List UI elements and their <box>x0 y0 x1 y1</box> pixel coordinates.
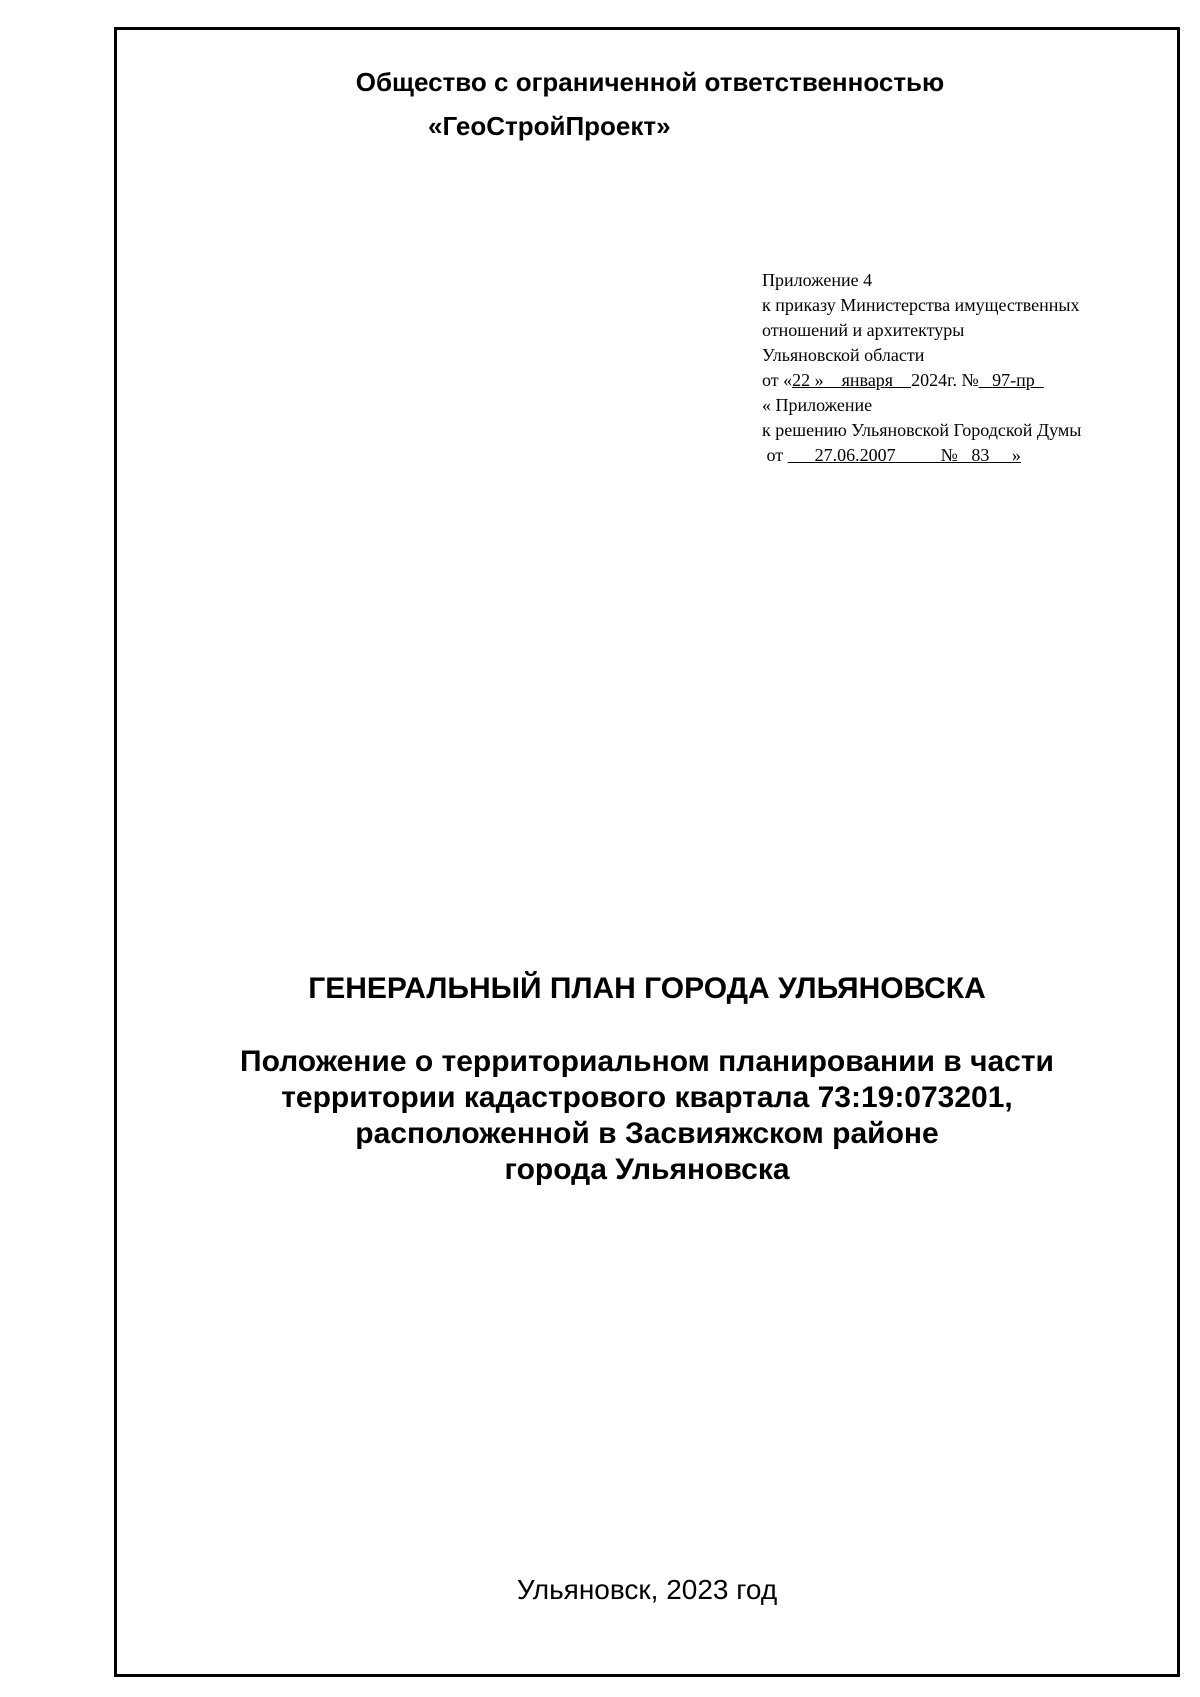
decision-date: 27.06.2007 <box>814 445 896 465</box>
decision-gap <box>788 445 815 465</box>
organization-name: «ГеоСтройПроект» <box>428 111 671 141</box>
order-gap <box>979 370 993 390</box>
order-day: 22 » <box>792 370 824 390</box>
decision-number-sign: № <box>940 445 958 465</box>
subtitle-line: Положение о территориальном планировании в части <box>240 1045 1054 1078</box>
subtitle-line: города Ульяновска <box>504 1153 790 1186</box>
order-gap <box>824 370 842 390</box>
subtitle-line: территории кадастрового квартала 73:19:073201, <box>281 1081 1013 1114</box>
order-year: 2024г. № <box>911 370 979 390</box>
subtitle-line: расположенной в Засвияжском районе <box>355 1117 939 1150</box>
document-title: ГЕНЕРАЛЬНЫЙ ПЛАН ГОРОДА УЛЬЯНОВСКА <box>308 972 986 1005</box>
decision-gap <box>989 445 1012 465</box>
document-subtitle <box>114 1044 1180 1188</box>
order-number: 97-пр <box>992 370 1035 390</box>
decision-from-label: от <box>762 445 788 465</box>
order-gap <box>893 370 911 390</box>
order-month: января <box>841 370 894 390</box>
decision-gap <box>896 445 941 465</box>
appendix-region: Ульяновской области <box>762 345 925 365</box>
decision-close-quote: » <box>1011 445 1021 465</box>
organization-type: Общество с ограниченной ответственностью <box>355 67 945 97</box>
appendix-order-ref: к приказу Министерства имущественных <box>762 295 1080 315</box>
decision-number: 83 <box>971 445 990 465</box>
place-and-year: Ульяновск, 2023 год <box>516 1574 778 1605</box>
appendix-decision-date-line <box>762 443 1162 468</box>
appendix-prev-label: « Приложение <box>762 395 873 415</box>
appendix-block <box>762 268 1162 468</box>
order-from-label: от « <box>762 370 793 390</box>
decision-gap <box>958 445 972 465</box>
appendix-number: Приложение 4 <box>762 270 873 290</box>
appendix-order-date-line <box>762 368 1162 393</box>
order-gap <box>1035 370 1044 390</box>
appendix-ministry: отношений и архитектуры <box>762 320 965 340</box>
appendix-decision-ref: к решению Ульяновской Городской Думы <box>762 420 1082 440</box>
